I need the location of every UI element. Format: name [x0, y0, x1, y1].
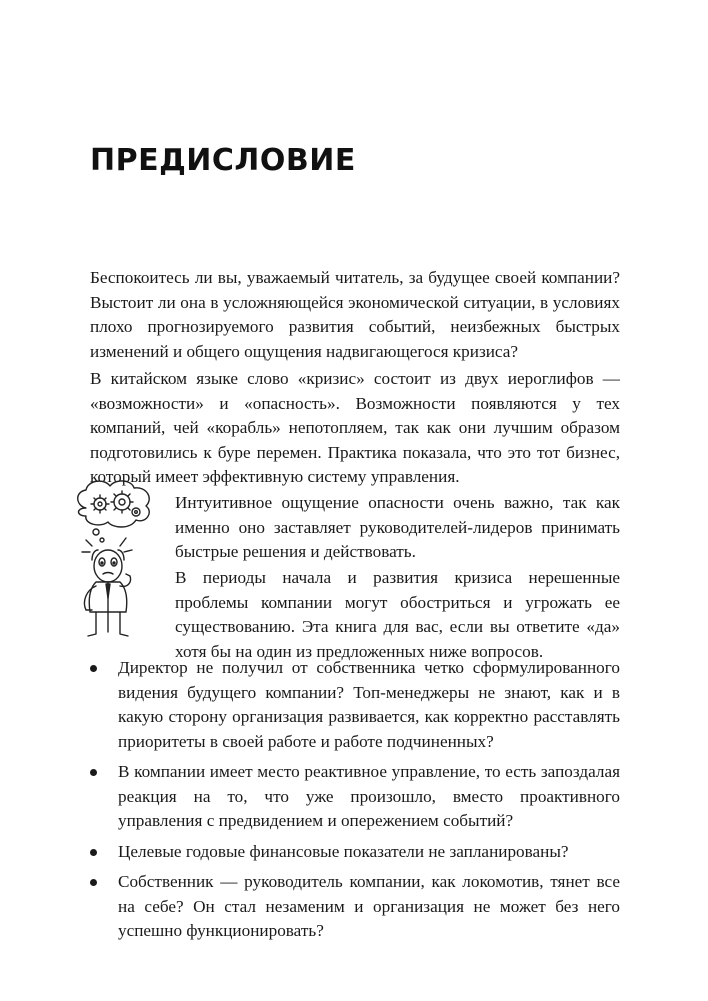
paragraph-crisis: В китайском языке слово «кризис» состоит из двух иероглифов — «возможности» и «опасность». Возможности появляются у тех компаний, чей «корабль» непотопляем, так как они лучшим образом подготовились к буре перемен. Практика показала, что это тот бизнес, который имеет эффективную систему управления. — [90, 369, 620, 486]
bullet-icon — [90, 849, 97, 856]
list-item — [90, 760, 620, 834]
bullet-icon — [90, 769, 97, 776]
bullet-icon — [90, 879, 97, 886]
question-list — [90, 656, 620, 950]
paragraph-problems: В периоды начала и развития кризиса нерешенные проблемы компании могут обостриться и угрожать ее существованию. Эта книга для вас, если вы ответите «да» хотя бы на один из предложенных ниже вопросов. — [175, 568, 620, 661]
paragraph-intuition: Интуитивное ощущение опасности очень важно, так как именно оно заставляет руководителей-лидеров принимать быстрые решения и действовать. — [175, 493, 620, 561]
list-item-text: Собственник — руководитель компании, как локомотив, тянет все на себе? Он стал незаменим и организация не может без него успешно функционировать? — [118, 872, 620, 940]
bullet-icon — [90, 665, 97, 672]
page-title: ПРЕДИСЛОВИЕ — [90, 143, 356, 178]
list-item-text: В компании имеет место реактивное управление, то есть запоздалая реакция на то, что уже произошло, вместо проактивного управления с предвидением и опережением событий? — [118, 762, 620, 830]
gear-icon — [132, 508, 140, 516]
list-item — [90, 656, 620, 754]
list-item — [90, 840, 620, 865]
paragraph-intro: Беспокоитесь ли вы, уважаемый читатель, за будущее своей компании? Выстоит ли она в усложняющейся экономической ситуации, в условиях плохо прогнозируемого развития событий, неизбежных быстрых изменений и общего ощущения надвигающегося кризиса? — [90, 268, 620, 361]
gear-icon — [91, 495, 109, 513]
list-item-text: Директор не получил от собственника четко сформулированного видения будущего компании? Топ-менеджеры не знают, как и в какую сторону организация развивается, как корректно расставлять приоритеты в своей работе и работе подчиненных? — [118, 658, 620, 751]
list-item-text: Целевые годовые финансовые показатели не запланированы? — [118, 841, 569, 861]
list-item — [90, 870, 620, 944]
thought-cloud-icon — [78, 481, 150, 527]
thinking-manager-illustration — [66, 478, 164, 648]
gear-icon — [111, 491, 133, 513]
